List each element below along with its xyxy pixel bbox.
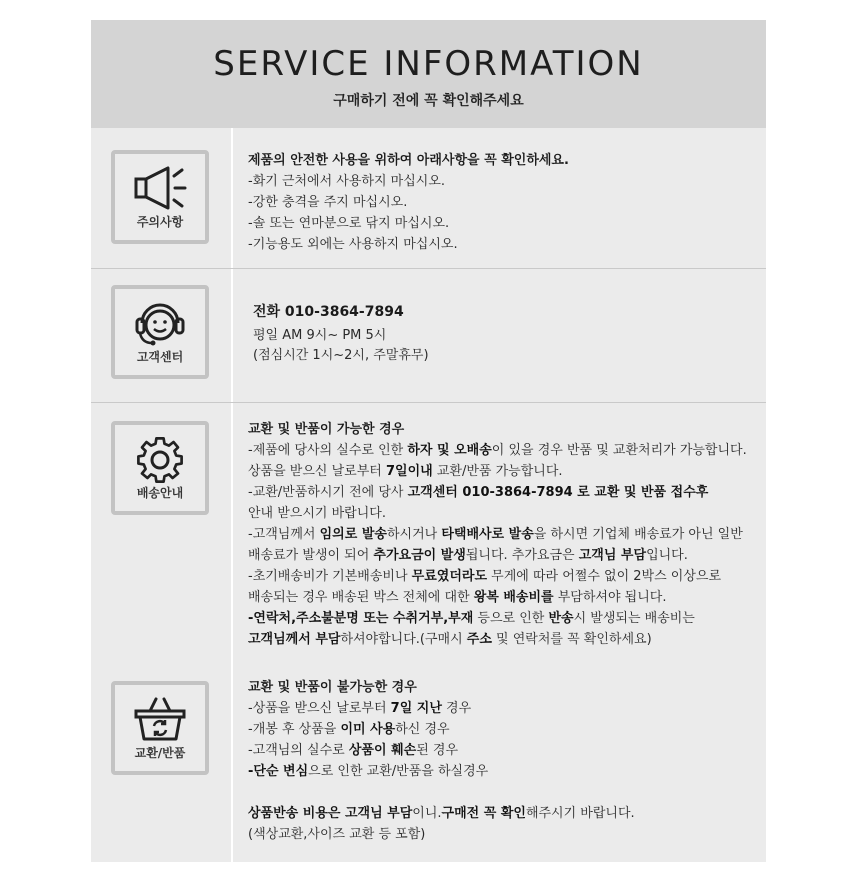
delivery-text	[248, 419, 747, 650]
customer-center-badge	[111, 285, 209, 379]
returns-footer: 상품반송 비용은 고객님 부담이니.구매전 꼭 확인해주시기 바랍니다.	[248, 806, 635, 821]
returns-label: 교환/반품	[134, 746, 186, 760]
lunch-hours: (점심시간 1시~2시, 주말휴무)	[253, 348, 429, 363]
delivery-line: -제품에 당사의 실수로 인한 하자 및 오배송이 있을 경우 반품 및 교환처리가 가능합니다.	[248, 443, 747, 458]
delivery-line: 고객님께서 부담하셔야합니다.(구매시 주소 및 연락처를 꼭 확인하세요)	[248, 632, 652, 647]
caution-item: -기능용도 외에는 사용하지 마십시오.	[248, 237, 458, 252]
gear-icon	[131, 433, 189, 487]
caution-section	[91, 128, 766, 268]
phone-number: 전화 010-3864-7894	[253, 304, 404, 320]
returns-line: -상품을 받으신 날로부터 7일 지난 경우	[248, 701, 472, 716]
headset-icon	[130, 297, 190, 349]
caution-text	[248, 150, 569, 255]
page-title: SERVICE INFORMATION	[213, 44, 644, 84]
returns-footer-note: (색상교환,사이즈 교환 등 포함)	[248, 827, 426, 842]
delivery-line: 안내 받으시기 바랍니다.	[248, 506, 386, 521]
delivery-line: -고객님께서 임의로 발송하시거나 타택배사로 발송을 하시면 기업체 배송료가 아닌 일반	[248, 527, 743, 542]
returns-line: -단순 변심으로 인한 교환/반품을 하실경우	[248, 764, 489, 779]
delivery-line: -연락처,주소불분명 또는 수취거부,부재 등으로 인한 반송시 발생되는 배송비는	[248, 611, 695, 626]
exchange-impossible-heading: 교환 및 반품이 불가능한 경우	[248, 680, 417, 695]
page-subtitle: 구매하기 전에 꼭 확인해주세요	[333, 93, 524, 109]
delivery-line: 배송되는 경우 배송된 박스 전체에 대한 왕복 배송비를 부담하셔야 됩니다.	[248, 590, 667, 605]
customer-center-icon-column	[91, 269, 233, 403]
megaphone-icon	[130, 162, 190, 212]
delivery-label: 배송안내	[136, 486, 184, 500]
caution-label: 주의사항	[136, 215, 184, 229]
customer-center-text	[253, 302, 429, 366]
basket-exchange-icon	[130, 693, 190, 745]
business-hours: 평일 AM 9시~ PM 5시	[253, 328, 387, 343]
returns-line: -개봉 후 상품을 이미 사용하신 경우	[248, 722, 450, 737]
delivery-line: -초기배송비가 기본배송비나 무료였더라도 무게에 따라 어쩔수 없이 2박스 이상으로	[248, 569, 722, 584]
delivery-badge	[111, 421, 209, 515]
service-info-panel	[91, 20, 766, 862]
caution-item: -화기 근처에서 사용하지 마십시오.	[248, 174, 446, 189]
caution-heading: 제품의 안전한 사용을 위하여 아래사항을 꼭 확인하세요.	[248, 153, 569, 168]
delivery-section	[91, 402, 766, 863]
caution-badge	[111, 150, 209, 244]
caution-item: -솔 또는 연마분으로 닦지 마십시오.	[248, 216, 450, 231]
delivery-line: 배송료가 발생이 되어 추가요금이 발생됩니다. 추가요금은 고객님 부담입니다.	[248, 548, 688, 563]
delivery-line: -교환/반품하시기 전에 당사 고객센터 010-3864-7894 로 교환 및 반품 접수후	[248, 485, 709, 500]
caution-item: -강한 충격을 주지 마십시오.	[248, 195, 408, 210]
customer-center-label: 고객센터	[136, 350, 184, 364]
returns-line: -고객님의 실수로 상품이 훼손된 경우	[248, 743, 459, 758]
returns-badge	[111, 681, 209, 775]
exchange-possible-heading: 교환 및 반품이 가능한 경우	[248, 422, 405, 437]
returns-text	[248, 677, 635, 845]
customer-center-section	[91, 268, 766, 403]
caution-icon-column	[91, 128, 233, 268]
delivery-icon-column	[91, 403, 233, 863]
header	[91, 20, 766, 128]
delivery-line: 상품을 받으신 날로부터 7일이내 교환/반품 가능합니다.	[248, 464, 563, 479]
